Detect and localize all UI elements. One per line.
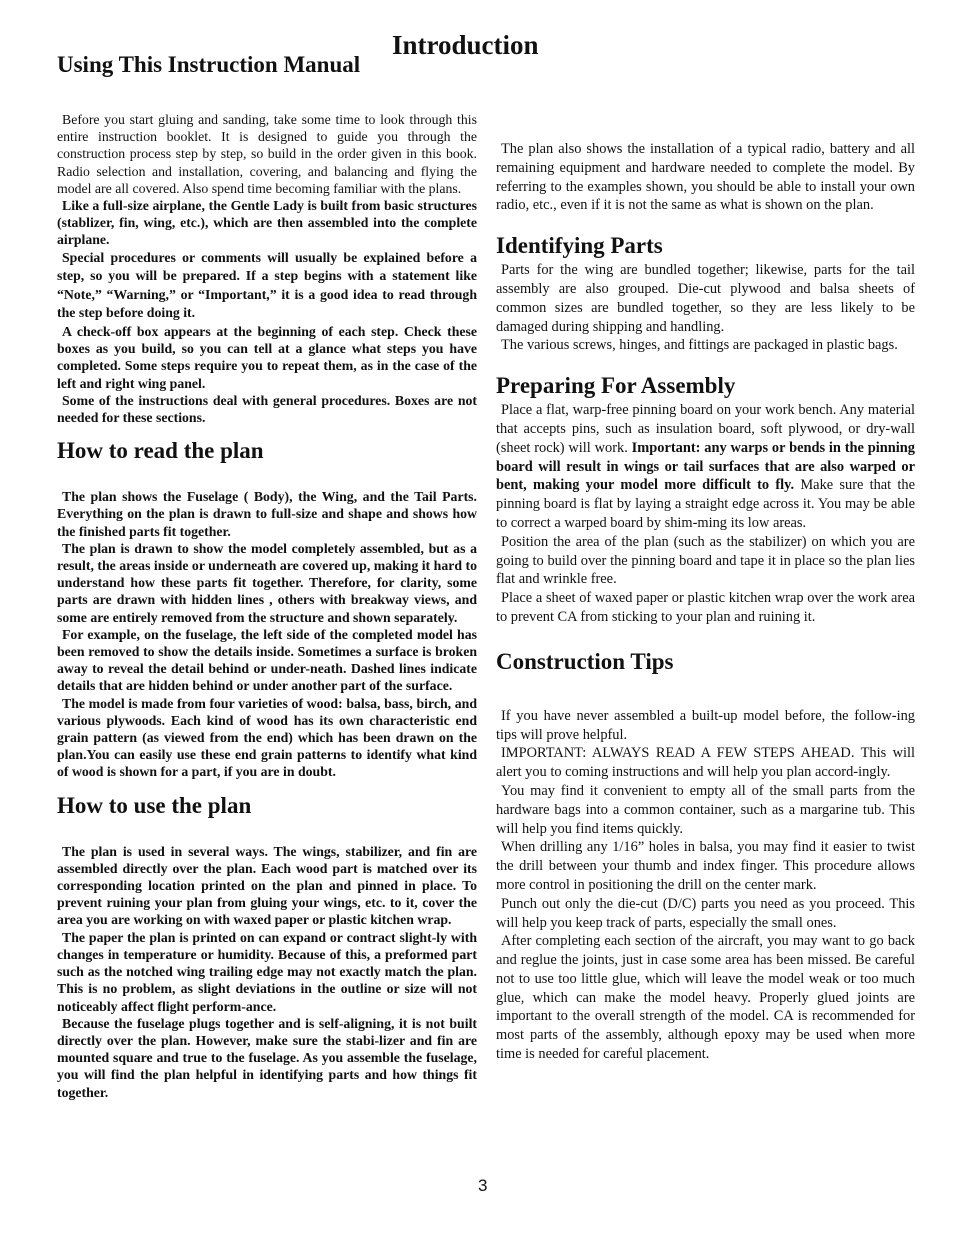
- right-column: [496, 140, 915, 1064]
- paragraph: Like a full-size airplane, the Gentle Lady is built from basic structures (stablizer, fin, wing, etc.), which are then assembled into the complete airplane.: [57, 198, 477, 248]
- paragraph: After completing each section of the aircraft, you may want to go back and reglue the joints, just in case some area has been missed. Be careful not to use too little glue, which will leave the model weak or too much glue, which can make the model heavy. Properly glued joints are important to the overall strength of the model. CA is recommended for most parts of the assembly, although epoxy may be used when more time is needed for careful placement.: [496, 933, 915, 1063]
- heading-read-plan: How to read the plan: [57, 438, 264, 464]
- important-note: Important: any warps or bends in the pinning board will result in wings or tail surfaces that are also warped or bent, making your model more difficult to fly.: [496, 439, 915, 494]
- paragraph: The various screws, hinges, and fittings are packaged in plastic bags.: [501, 337, 898, 354]
- paragraph: You may find it convenient to empty all of the small parts from the hardware bags into a common container, such as a margarine tub. This will help you find items quickly.: [496, 782, 915, 837]
- paragraph: A check-off box appears at the beginning of each step. Check these boxes as you build, so you can tell at a glance what steps you have completed. Some steps require you to repeat them, as in the case of the left and right wing panel.: [57, 324, 477, 391]
- paragraph: The plan is drawn to show the model completely assembled, but as a result, the areas inside or underneath are covered up, making it hard to understand how these parts fit together. Therefore, for clarity, some parts are drawn with hidden lines , others with breakway views, and some are entirely removed from the structure and shown separately.: [57, 540, 477, 625]
- heading-construction-tips: Construction Tips: [496, 648, 674, 674]
- paragraph: The model is made from four varieties of wood: balsa, bass, birch, and various plywoods. Each kind of wood has its own characteristic end grain pattern (as viewed from the end) which has been drawn on the plan.You can easily use these end grain patterns to identify what kind of wood is shown for a part, if you are in doubt.: [57, 695, 477, 780]
- heading-use-plan: How to use the plan: [57, 792, 252, 818]
- heading-preparing-assembly: Preparing For Assembly: [496, 373, 736, 399]
- heading-identifying-parts: Identifying Parts: [496, 233, 663, 259]
- paragraph: When drilling any 1/16” holes in balsa, you may find it easier to twist the drill between your thumb and index finger. This procedure allows more control in positioning the drill on the center mark.: [496, 839, 915, 893]
- paragraph: The paper the plan is printed on can expand or contract slight-ly with changes in temperature or humidity. Because of this, a preformed part such as the notched wing trailing edge may not exactly match the plan. This is no problem, as slight deviations in the outline or size will not noticeably affect flight perform-ance.: [57, 929, 477, 1014]
- paragraph: If you have never assembled a built-up model before, the follow-ing tips will prove helpful.: [496, 707, 915, 743]
- page-number: 3: [478, 1176, 488, 1195]
- heading-using-manual: Using This Instruction Manual: [57, 52, 361, 77]
- paragraph: Before you start gluing and sanding, take some time to look through this entire instruction booklet. It is designed to guide you through the construction process step by step, so build in the order given in this book. Radio selection and installation, covering, and balancing and flying the model are all covered. Also spend time becoming familiar with the plans.: [57, 112, 477, 196]
- paragraph: [496, 401, 915, 533]
- paragraph: Because the fuselage plugs together and is self-aligning, it is not built directly over the plan. However, make sure the stabi-lizer and fin are mounted square and true to the fuselage. As you assemble the fuselage, you will find the plan helpful in identifying parts and how things fit together.: [57, 1015, 477, 1100]
- paragraph: For example, on the fuselage, the left side of the completed model has been removed to show the details inside. Sometimes a surface is broken away to reveal the detail behind or under-neath. Dashed lines indicate details that are hidden behind or under another part of the surface.: [57, 626, 477, 694]
- text-run: Make sure that the pinning board is flat by laying a straight edge across it. You may be able to correct a warped board by shim-ming its low areas.: [496, 477, 915, 531]
- paragraph: Special procedures or comments will usually be explained before a step, so you will be prepared. If a step begins with a statement like “Note,” “Warning,” or “Important,” it is a good idea to read through the step before doing it.: [57, 249, 477, 321]
- text-run: Place a flat, warp-free pinning board on your work bench. Any material that accepts pins, such as insulation board, soft plywood, or dry-wall (sheet rock) will work.: [496, 402, 915, 456]
- page-title: Introduction: [392, 30, 539, 60]
- paragraph: Parts for the wing are bundled together; likewise, parts for the tail assembly are also grouped. Die-cut plywood and balsa sheets of common sizes are bundled together, so they are less likely to be damaged during shipping and handling.: [496, 262, 915, 335]
- left-column: [57, 50, 477, 1101]
- paragraph: IMPORTANT: ALWAYS READ A FEW STEPS AHEAD. This will alert you to coming instructions and will help you plan accord-ingly.: [496, 745, 915, 781]
- paragraph: Place a sheet of waxed paper or plastic kitchen wrap over the work area to prevent CA from sticking to your plan and ruining it.: [496, 590, 915, 625]
- paragraph: Position the area of the plan (such as the stabilizer) on which you are going to build over the pinning board and tape it in place so the plan lies flat and wrinkle free.: [496, 533, 915, 588]
- paragraph: Some of the instructions deal with general procedures. Boxes are not needed for these sections.: [57, 392, 477, 426]
- paragraph: The plan is used in several ways. The wings, stabilizer, and fin are assembled directly over the plan. Each wood part is matched over its corresponding location printed on the plan and pinned in place. To prevent ruining your plan from gluing your wings, etc. to it, cover the area you are working on with waxed paper or plastic kitchen wrap.: [57, 843, 477, 928]
- paragraph: The plan also shows the installation of a typical radio, battery and all remaining equipment and hardware needed to complete the model. By referring to the examples shown, you should be able to install your own radio, etc., even if it is not the same as what is shown on the plan.: [496, 141, 915, 214]
- paragraph: The plan shows the Fuselage ( Body), the Wing, and the Tail Parts. Everything on the plan is drawn to full-size and shape and shows how the finished parts fit together.: [57, 489, 477, 539]
- paragraph: Punch out only the die-cut (D/C) parts you need as you proceed. This will help you keep track of parts, especially the small ones.: [496, 895, 915, 931]
